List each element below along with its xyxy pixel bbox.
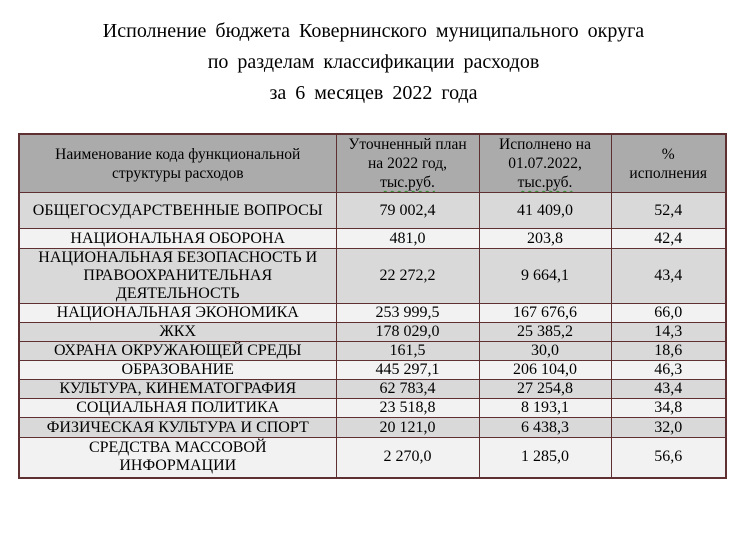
title-line-2: по разделам классификации расходов — [207, 51, 540, 73]
title-line-3: за 6 месяцев 2022 года — [269, 82, 478, 104]
plan-cell: 22 272,2 — [336, 249, 479, 304]
table-row — [19, 399, 726, 418]
table-row — [19, 323, 726, 342]
row-name-cell: ОХРАНА ОКРУЖАЮЩЕЙ СРЕДЫ — [19, 342, 336, 361]
header-plan-label: Уточненный план на 2022 год, — [348, 136, 467, 172]
table-header-row — [19, 134, 726, 193]
plan-cell: 445 297,1 — [336, 361, 479, 380]
table-row — [19, 249, 726, 304]
document-title — [0, 0, 747, 109]
row-name-cell: ФИЗИЧЕСКАЯ КУЛЬТУРА И СПОРТ — [19, 418, 336, 438]
row-name-cell: ЖКХ — [19, 323, 336, 342]
executed-cell: 41 409,0 — [479, 193, 611, 229]
header-name-column — [19, 134, 336, 193]
executed-cell: 9 664,1 — [479, 249, 611, 304]
executed-cell: 8 193,1 — [479, 399, 611, 418]
executed-cell: 1 285,0 — [479, 438, 611, 478]
executed-cell: 30,0 — [479, 342, 611, 361]
executed-cell: 25 385,2 — [479, 323, 611, 342]
plan-cell: 178 029,0 — [336, 323, 479, 342]
table-row — [19, 304, 726, 323]
plan-cell: 161,5 — [336, 342, 479, 361]
budget-table — [18, 133, 727, 479]
percent-cell: 14,3 — [611, 323, 726, 342]
plan-cell: 79 002,4 — [336, 193, 479, 229]
header-percent-sign: % — [661, 145, 675, 163]
plan-cell: 20 121,0 — [336, 418, 479, 438]
executed-cell: 203,8 — [479, 229, 611, 249]
plan-cell: 62 783,4 — [336, 380, 479, 399]
row-name-cell: ОБЩЕГОСУДАРСТВЕННЫЕ ВОПРОСЫ — [19, 193, 336, 229]
percent-cell: 52,4 — [611, 193, 726, 229]
header-executed-column — [479, 134, 611, 193]
header-plan-column — [336, 134, 479, 193]
title-line-1: Исполнение бюджета Ковернинского муниципального округа — [102, 20, 645, 42]
table-row — [19, 361, 726, 380]
row-name-cell: СОЦИАЛЬНАЯ ПОЛИТИКА — [19, 399, 336, 418]
plan-cell: 2 270,0 — [336, 438, 479, 478]
header-executed-units: тыс.руб. — [517, 174, 573, 191]
row-name-cell: НАЦИОНАЛЬНАЯ ЭКОНОМИКА — [19, 304, 336, 323]
percent-cell: 34,8 — [611, 399, 726, 418]
row-name-cell: ОБРАЗОВАНИЕ — [19, 361, 336, 380]
header-percent-label: исполнения — [629, 164, 708, 182]
row-name-cell: КУЛЬТУРА, КИНЕМАТОГРАФИЯ — [19, 380, 336, 399]
percent-cell: 46,3 — [611, 361, 726, 380]
plan-cell: 23 518,8 — [336, 399, 479, 418]
table-row — [19, 418, 726, 438]
row-name-cell: НАЦИОНАЛЬНАЯ ОБОРОНА — [19, 229, 336, 249]
header-name-label: Наименование кода функциональной структуры расходов — [55, 145, 301, 182]
table-row — [19, 193, 726, 229]
executed-cell: 206 104,0 — [479, 361, 611, 380]
header-percent-column — [611, 134, 726, 193]
percent-cell: 32,0 — [611, 418, 726, 438]
plan-cell: 253 999,5 — [336, 304, 479, 323]
table-row — [19, 229, 726, 249]
plan-cell: 481,0 — [336, 229, 479, 249]
executed-cell: 167 676,6 — [479, 304, 611, 323]
percent-cell: 66,0 — [611, 304, 726, 323]
table-row — [19, 380, 726, 399]
table-row — [19, 342, 726, 361]
percent-cell: 43,4 — [611, 380, 726, 399]
executed-cell: 27 254,8 — [479, 380, 611, 399]
header-executed-label: Исполнено на 01.07.2022, — [499, 136, 591, 172]
header-plan-units: тыс.руб. — [380, 174, 435, 191]
row-name-cell: СРЕДСТВА МАССОВОЙ ИНФОРМАЦИИ — [19, 438, 336, 478]
percent-cell: 42,4 — [611, 229, 726, 249]
percent-cell: 18,6 — [611, 342, 726, 361]
table-row — [19, 438, 726, 478]
executed-cell: 6 438,3 — [479, 418, 611, 438]
percent-cell: 56,6 — [611, 438, 726, 478]
percent-cell: 43,4 — [611, 249, 726, 304]
row-name-cell: НАЦИОНАЛЬНАЯ БЕЗОПАСНОСТЬ И ПРАВООХРАНИТЕЛЬНАЯ ДЕЯТЕЛЬНОСТЬ — [19, 249, 336, 304]
